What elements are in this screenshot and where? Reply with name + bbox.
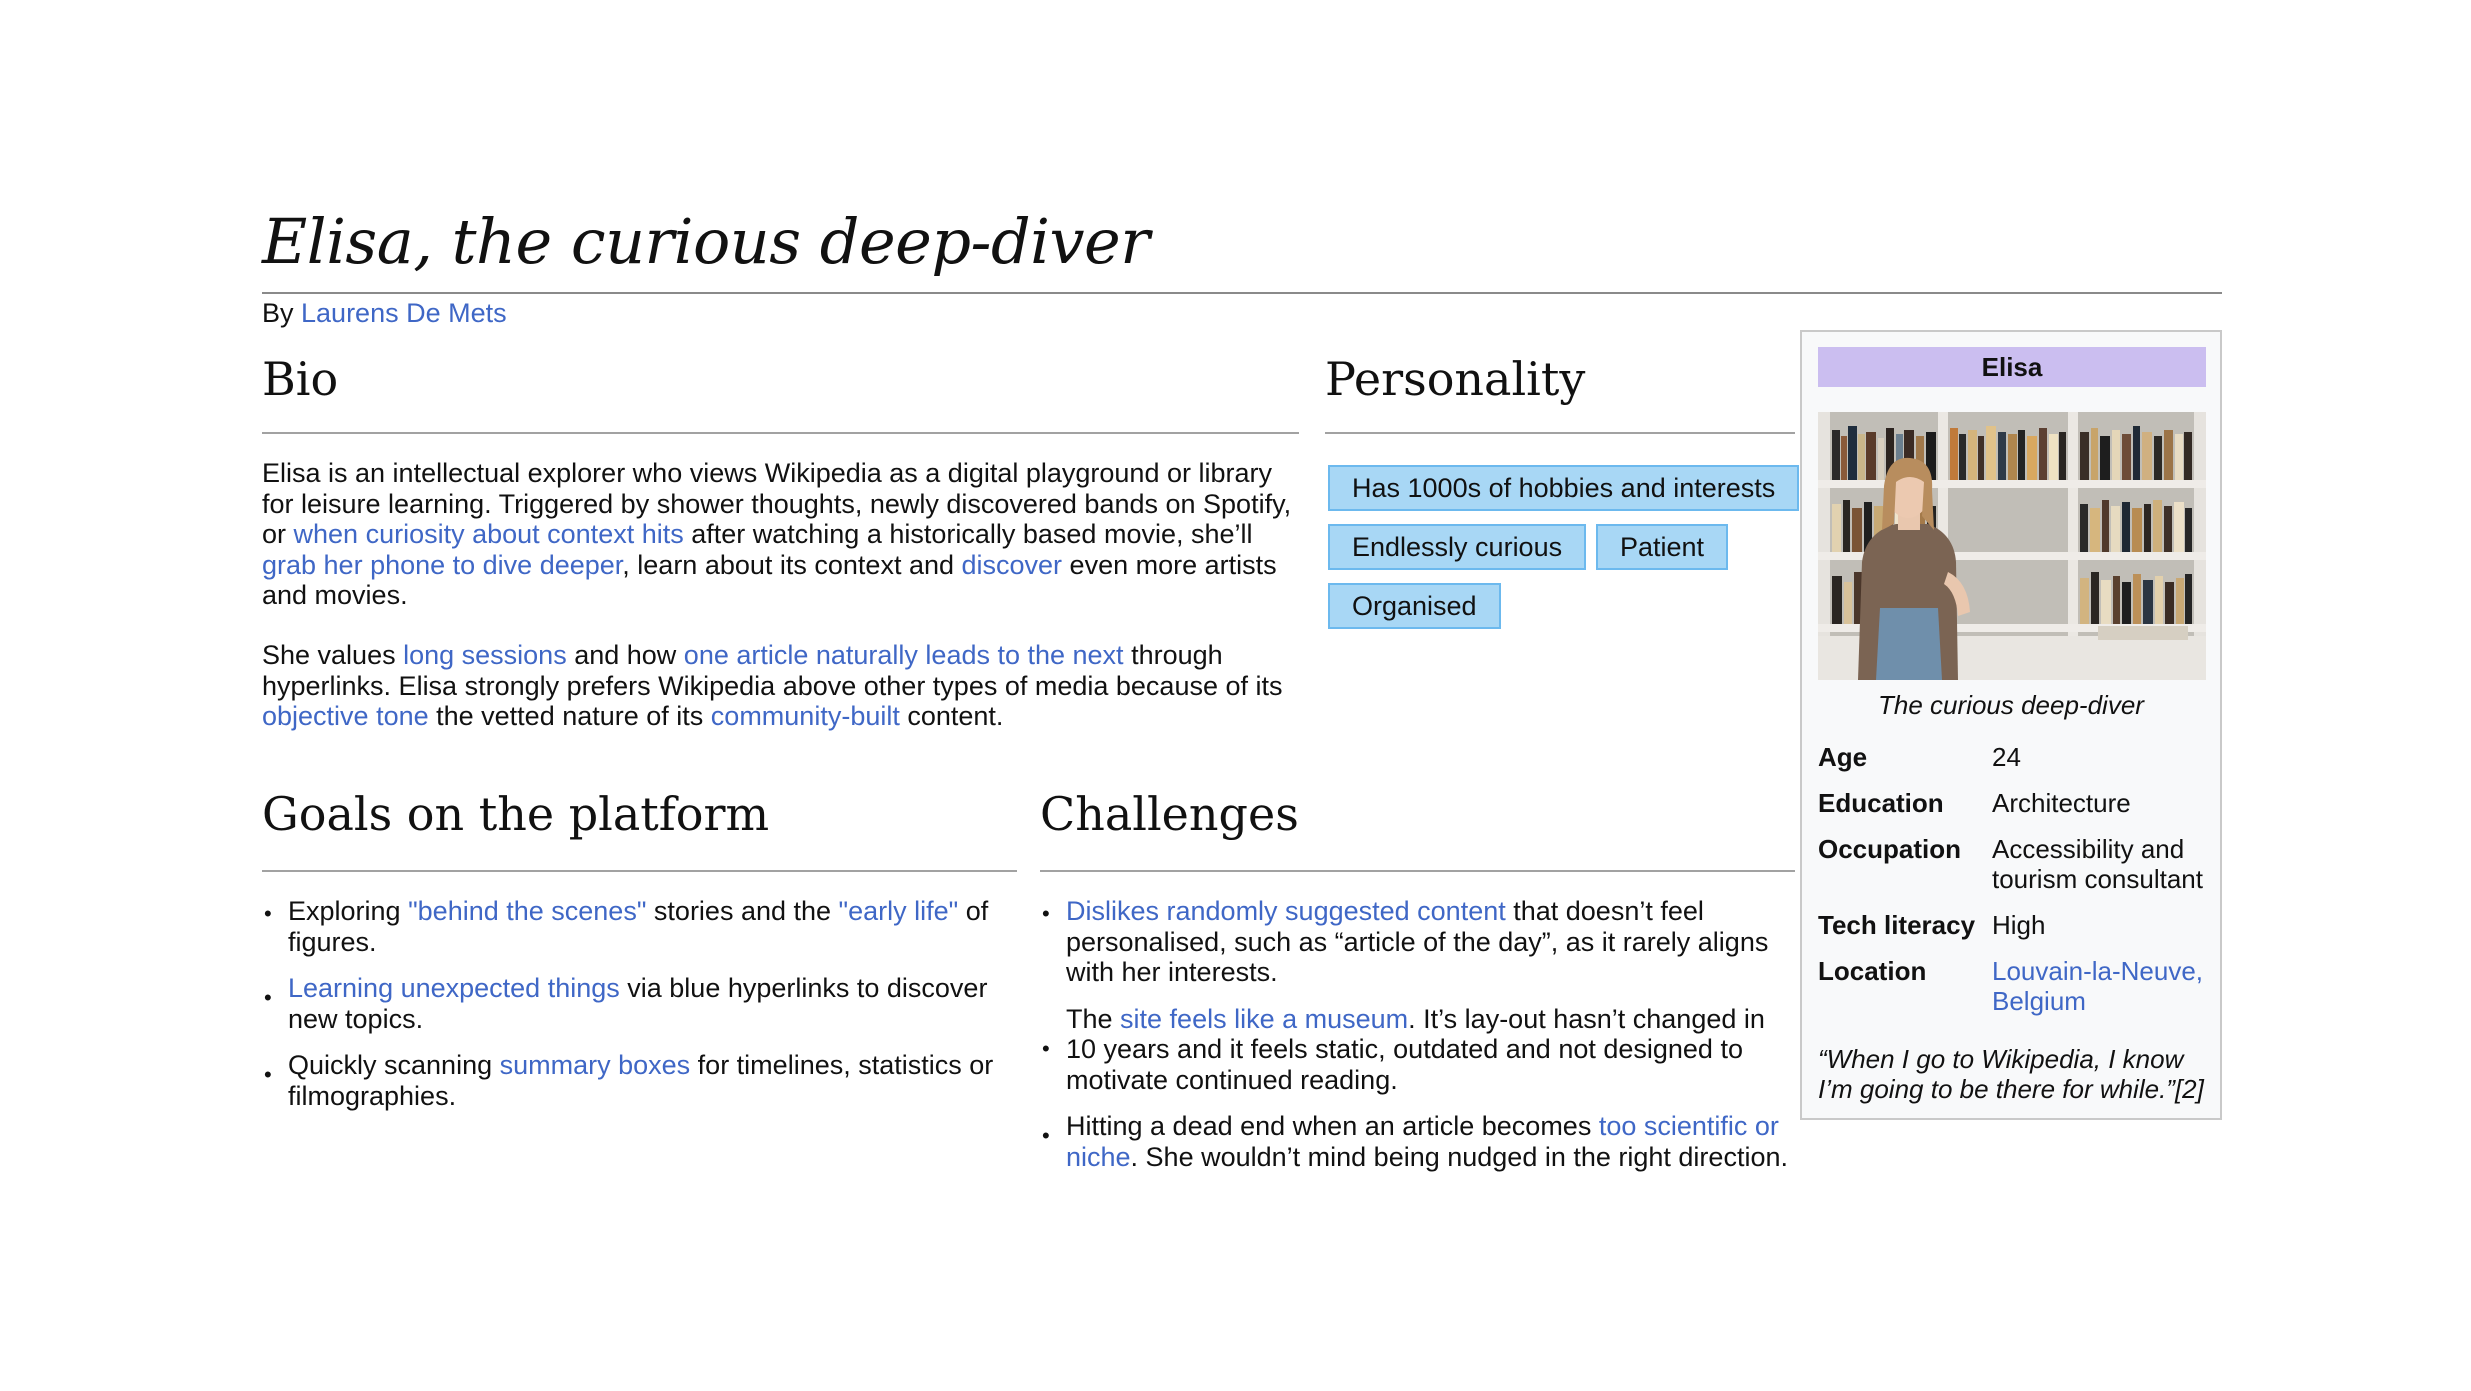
text-segment: that doesn’t feel personalised, such as “article of the day”, as it rarely aligns with her interests. <box>1066 896 1769 987</box>
text-segment: . It’s lay-out hasn’t changed in 10 years and it feels static, outdated and not designed to motivate continued reading. <box>1066 1003 1765 1095</box>
fact-label: Occupation <box>1818 834 1962 864</box>
challenges-heading: Challenges <box>1040 787 1299 841</box>
fact-value: 24 <box>1992 742 2021 772</box>
text-segment: even more artists and movies. <box>262 549 1277 610</box>
challenge-item: • Hitting a dead end when an article becomes too scientific or niche. She wouldn’t mind being nudged in the right direction. <box>1042 1111 1788 1172</box>
text-segment: content. <box>899 701 1004 731</box>
byline <box>262 298 507 329</box>
goal-item: • Learning unexpected things via blue hyperlinks to discover new topics. <box>264 973 988 1034</box>
goals-list <box>262 896 1022 1127</box>
fact-value: Accessibility and tourism consultant <box>1992 834 2203 894</box>
text-segment: of figures. <box>288 896 989 957</box>
challenge-item: • Dislikes randomly suggested content that doesn’t feel personalised, such as “article of the day”, as it rarely aligns with her interests. <box>1042 896 1769 987</box>
inline-link[interactable]: discover <box>961 549 1063 580</box>
inline-link[interactable]: Dislikes randomly suggested content <box>1066 896 1506 926</box>
text-segment: Hitting a dead end when an article becomes <box>1066 1111 1599 1141</box>
photo-caption: The curious deep-diver <box>1878 690 2144 720</box>
fact-label: Age <box>1818 742 1868 772</box>
fact-label: Location <box>1818 956 1927 986</box>
fact-row-age <box>1818 742 2214 772</box>
personality-divider <box>1325 432 1795 434</box>
goals-divider <box>262 870 1017 872</box>
bio-heading: Bio <box>262 352 339 406</box>
text-segment: via blue hyperlinks to discover new topics. <box>288 973 988 1034</box>
fact-row-occupation <box>1818 834 2214 894</box>
infobox-facts <box>1818 742 2214 1032</box>
persona-quote: “When I go to Wikipedia, I know I’m going to be there for while.”[2] <box>1818 1044 2204 1104</box>
fact-value: High <box>1992 910 2046 940</box>
bio-divider <box>262 432 1299 434</box>
text-segment: for timelines, statistics or filmographies. <box>288 1050 994 1111</box>
text-segment: , learn about its context and <box>622 549 962 580</box>
inline-link[interactable]: community-built <box>710 701 900 731</box>
challenges-divider <box>1040 870 1795 872</box>
page-title: Elisa, the curious deep-diver <box>262 205 1150 278</box>
fact-row-education <box>1818 788 2214 818</box>
persona-photo <box>1818 412 2206 680</box>
infobox-name: Elisa <box>1818 347 2206 387</box>
text-segment: Elisa is an intellectual explorer who views Wikipedia as a digital playground or library for leisure learning. Triggered by shower thoughts, newly discovered bands on Spotify, or <box>262 458 1292 549</box>
fact-label: Education <box>1818 788 1944 818</box>
inline-link[interactable]: site feels like a museum <box>1120 1003 1409 1034</box>
byline-prefix: By <box>262 298 302 328</box>
challenges-list <box>1040 896 1800 1188</box>
inline-link[interactable]: Learning unexpected things <box>288 973 620 1003</box>
goals-heading: Goals on the platform <box>262 787 770 841</box>
personality-heading: Personality <box>1325 352 1586 406</box>
inline-link[interactable]: too scientific or niche <box>1066 1111 1779 1172</box>
location-link[interactable]: Louvain-la-Neuve, Belgium <box>1992 956 2204 1016</box>
goal-item: • Exploring "behind the scenes" stories and the "early life" of figures. <box>264 896 989 957</box>
fact-row-tech-literacy <box>1818 910 2214 940</box>
goal-item: • Quickly scanning summary boxes for timelines, statistics or filmographies. <box>264 1050 994 1111</box>
text-segment: The <box>1066 1003 1121 1034</box>
bio-paragraph-2 <box>262 640 1302 732</box>
inline-link[interactable]: summary boxes <box>499 1050 691 1080</box>
text-segment: the vetted nature of its <box>428 701 711 731</box>
text-segment: . She wouldn’t mind being nudged in the right direction. <box>1130 1141 1788 1172</box>
inline-link[interactable]: "early life" <box>838 896 959 926</box>
trait-tag-patient: Patient <box>1596 524 1728 570</box>
text-segment: through hyperlinks. Elisa strongly prefers Wikipedia above other types of media because of its <box>262 640 1283 701</box>
challenge-item: • The site feels like a museum. It’s lay-out hasn’t changed in 10 years and it feels static, outdated and not designed to motivate continued reading. <box>1042 1003 1765 1095</box>
text-segment: and how <box>566 640 684 670</box>
fact-label: Tech literacy <box>1818 910 1976 940</box>
inline-link[interactable]: grab her phone to dive deeper <box>262 549 623 580</box>
title-divider <box>262 292 2222 294</box>
bio-paragraph-1 <box>262 458 1302 611</box>
inline-link[interactable]: long sessions <box>403 640 567 670</box>
text-segment: stories and the <box>646 896 839 926</box>
text-segment: after watching a historically based movie, she’ll <box>683 519 1253 549</box>
author-link[interactable]: Laurens De Mets <box>301 298 507 328</box>
inline-link[interactable]: when curiosity about context hits <box>293 519 684 549</box>
trait-tag-curious: Endlessly curious <box>1328 524 1586 570</box>
text-segment: Quickly scanning <box>288 1050 500 1080</box>
inline-link[interactable]: one article naturally leads to the next <box>683 640 1124 670</box>
text-segment: Exploring <box>288 896 409 926</box>
inline-link[interactable]: "behind the scenes" <box>408 896 647 926</box>
inline-link[interactable]: objective tone <box>262 701 429 731</box>
persona-infobox <box>1800 330 2222 1120</box>
text-segment: She values <box>262 640 404 670</box>
trait-tag-organised: Organised <box>1328 583 1501 629</box>
fact-row-location <box>1818 956 2214 1016</box>
trait-tag-hobbies: Has 1000s of hobbies and interests <box>1328 465 1799 511</box>
fact-value: Architecture <box>1992 788 2131 818</box>
